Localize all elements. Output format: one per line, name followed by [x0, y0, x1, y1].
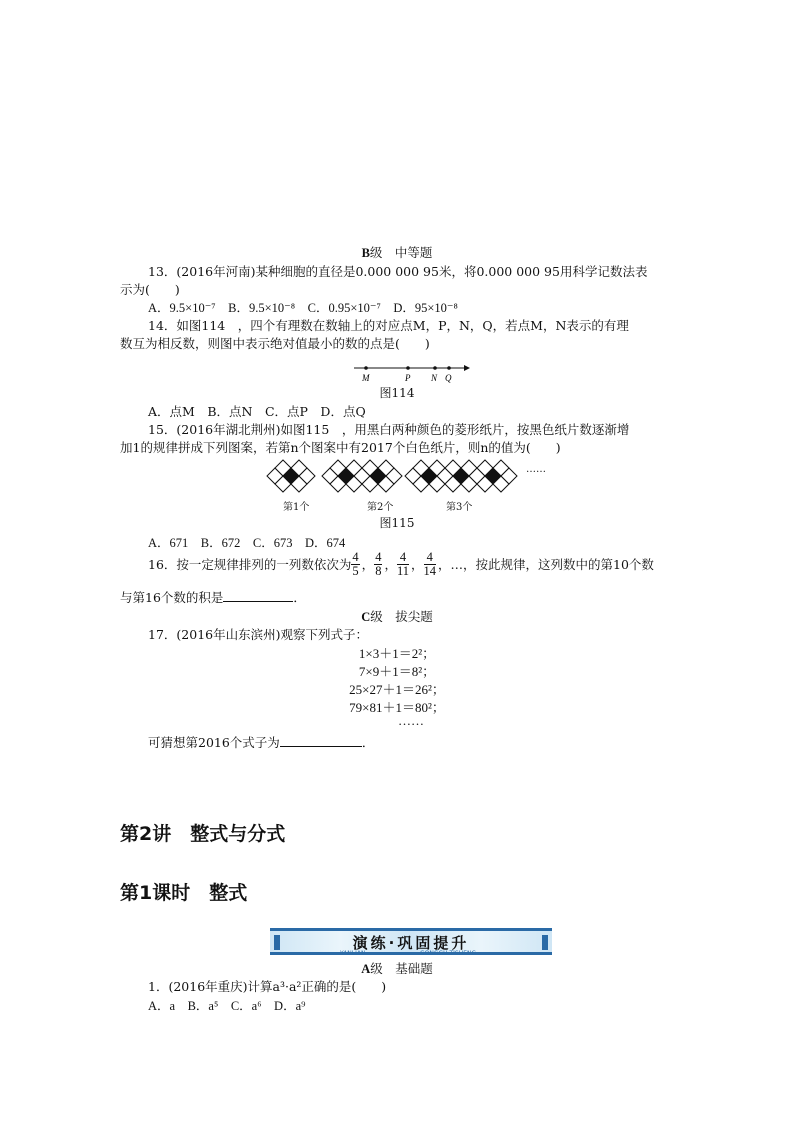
point-m-label: M: [362, 373, 370, 383]
q16-answer-blank[interactable]: [223, 601, 293, 602]
q16-line2-text: 与第16个数的积是: [120, 590, 224, 605]
equation-2: 7×9＋1＝8²；: [358, 664, 436, 679]
fraction-4-num: 4: [424, 551, 437, 565]
point-n-label: N: [431, 373, 438, 383]
q13-options: A．9.5×10⁻⁷ B．9.5×10⁻⁸ C．0.95×10⁻⁷ D．95×10⁻⁸: [148, 301, 458, 315]
q16-suffix: ，…，按此规律，这列数中的第10个数: [438, 557, 654, 572]
pattern-label-3: 第3个: [446, 502, 473, 513]
figure-115-caption: 图115: [379, 516, 415, 530]
section-b-heading: [0, 243, 794, 261]
q13-line2: 示为( ): [120, 282, 180, 297]
q14-line2: 数互为相反数，则图中表示绝对值最小的数的点是( ): [120, 336, 430, 351]
section-c-heading: [0, 607, 794, 625]
fraction-1-num: 4: [352, 550, 359, 564]
equation-4: 79×81＋1＝80²；: [349, 700, 445, 715]
figure-114-caption: 图114: [379, 386, 415, 400]
fraction-1: [351, 551, 359, 578]
fraction-4: [424, 551, 437, 578]
equation-ellipsis: ……: [398, 713, 424, 728]
fraction-3: [397, 551, 409, 578]
level-text: 级 中等题: [369, 245, 433, 260]
banner-pinyin-left: YANLIAN: [340, 950, 366, 957]
equation-3: 25×27＋1＝26²；: [349, 682, 445, 697]
number-line-arrow: [464, 365, 470, 371]
fraction-2: [374, 551, 382, 578]
fraction-4-den: 14: [423, 564, 437, 578]
q16-line2: [120, 588, 306, 606]
q1-line1: 1．(2016年重庆)计算a³·a²正确的是( ): [148, 979, 387, 994]
fraction-3-den: 11: [396, 564, 409, 578]
point-q-dot: [447, 366, 451, 370]
q16-line2-end: ．: [293, 590, 306, 605]
q17-answer-blank[interactable]: [280, 746, 362, 747]
rhombus-pattern-figure: [266, 456, 556, 496]
level-letter: B: [361, 246, 370, 260]
q13-line1: 13．(2016年河南)某种细胞的直径是0.000 000 95米，将0.000 000 95用科学记数法表: [148, 264, 648, 279]
equation-1: 1×3＋1＝2²；: [358, 646, 436, 661]
point-p-label: P: [405, 373, 411, 383]
fraction-1-den: 5: [352, 564, 359, 578]
pattern-label-1: 第1个: [283, 502, 310, 513]
q15-options: A．671 B．672 C．673 D．674: [148, 536, 346, 550]
pattern-label-2: 第2个: [367, 502, 394, 513]
fraction-2-den: 8: [375, 564, 382, 578]
number-line-figure: [350, 362, 472, 384]
q14-line1: 14．如图114 ，四个有理数在数轴上的对应点M，P，N，Q，若点M，N表示的有理: [148, 318, 629, 333]
level-letter: A: [361, 962, 371, 976]
pattern-ellipsis: ……: [526, 464, 546, 475]
q17-last-line: [148, 733, 374, 751]
q16-prefix: 16．按一定规律排列的一列数依次为: [148, 557, 352, 572]
lesson-title: 第1课时 整式: [120, 882, 248, 904]
q17-line1: 17．(2016年山东滨州)观察下列式子：: [148, 627, 368, 642]
point-q-label: Q: [445, 373, 452, 383]
q15-line2: 加1的规律拼成下列图案，若第n个图案中有2017个白色纸片，则n的值为( ): [120, 440, 561, 455]
q17-line-end-tail: ．: [361, 735, 375, 750]
banner-pinyin-right: GONGGU TISHENG: [420, 950, 477, 957]
fraction-2-num: 4: [375, 550, 382, 564]
q17-line-end-text: 可猜想第2016个式子为: [148, 735, 280, 750]
q16-line1: 16．按一定规律排列的一列数依次为 $\frac{4}{5}$ ， $\frac{4}{8}$ ， $\frac{4}{11}$ ， $\frac{4}{14}$ ，…，按此规律，这列数中的第10个数: [148, 550, 654, 578]
level-text: 级 基础题: [370, 961, 433, 976]
point-n-dot: [433, 366, 437, 370]
level-letter: C: [361, 610, 371, 624]
point-m-dot: [364, 366, 368, 370]
q15-line1: 15．(2016年湖北荆州)如图115 ，用黑白两种颜色的菱形纸片，按黑色纸片数逐渐增: [148, 422, 630, 437]
point-p-dot: [406, 366, 410, 370]
banner-title: 演练·巩固提升: [352, 934, 470, 952]
chapter-title: 第2讲 整式与分式: [120, 823, 286, 845]
section-a-heading: [0, 959, 794, 977]
fraction-3-num: 4: [397, 551, 409, 565]
q14-options: A．点M B．点N C．点P D．点Q: [148, 404, 366, 419]
q1-options: A．a B．a⁵ C．a⁶ D．a⁹: [148, 999, 306, 1013]
practice-banner: [270, 928, 552, 955]
level-text: 级 拔尖题: [370, 609, 433, 624]
